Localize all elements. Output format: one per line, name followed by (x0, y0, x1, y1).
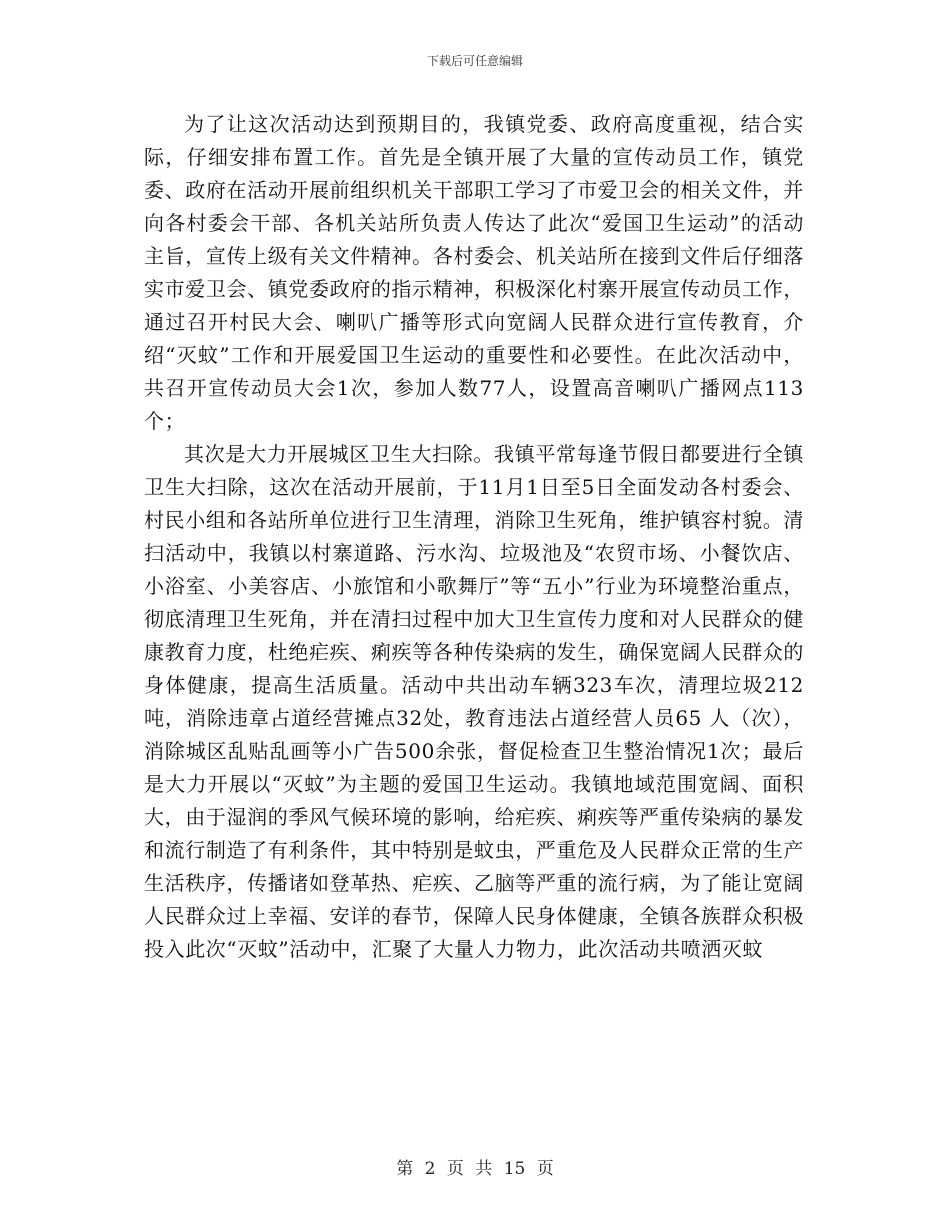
document-body (144, 108, 804, 966)
page-footer (0, 1154, 950, 1179)
paragraph-1: 为了让这次活动达到预期目的，我镇党委、政府高度重视，结合实际，仔细安排布置工作。首先是全镇开展了大量的宣传动员工作，镇党委、政府在活动开展前组织机关干部职工学习了市爱卫会的相关文件，并向各村委会干部、各机关站所负责人传达了此次“爱国卫生运动”的活动主旨，宣传上级有关文件精神。各村委会、机关站所在接到文件后仔细落实市爱卫会、镇党委政府的指示精神，积极深化村寨开展宣传动员工作，通过召开村民大会、喇叭广播等形式向宽阔人民群众进行宣传教育，介绍“灭蚊”工作和开展爱国卫生运动的重要性和必要性。在此次活动中，共召开宣传动员大会1次，参加人数77人，设置高音喇叭广播网点113个； (144, 112, 804, 433)
paragraph-2: 其次是大力开展城区卫生大扫除。我镇平常每逢节假日都要进行全镇卫生大扫除，这次在活动开展前，于11月1日至5日全面发动各村委会、村民小组和各站所单位进行卫生清理，消除卫生死角，维护镇容村貌。清扫活动中，我镇以村寨道路、污水沟、垃圾池及“农贸市场、小餐饮店、小浴室、小美容店、小旅馆和小歌舞厅”等“五小”行业为环境整治重点，彻底清理卫生死角，并在清扫过程中加大卫生宣传力度和对人民群众的健康教育力度，杜绝疟疾、痢疾等各种传染病的发生，确保宽阔人民群众的身体健康，提高生活质量。活动中共出动车辆323车次，清理垃圾212吨，消除违章占道经营摊点32处，教育违法占道经营人员65 人（次），消除城区乱贴乱画等小广告500余张，督促检查卫生整治情况1次；最后是大力开展以“灭蚊”为主题的爱国卫生运动。我镇地域范围宽阔、面积大，由于湿润的季风气候环境的影响，给疟疾、痢疾等严重传染病的暴发和流行制造了有利条件，其中特别是蚊虫，严重危及人民群众正常的生产生活秩序，传播诸如登革热、疟疾、乙脑等严重的流行病，为了能让宽阔人民群众过上幸福、安详的春节，保障人民身体健康，全镇各族群众积极投入此次“灭蚊”活动中，汇聚了大量人力物力，此次活动共喷洒灭蚊 (144, 442, 804, 961)
page-number: 第 2 页 共 15 页 (396, 1159, 554, 1179)
header-text: 下载后可任意编辑 (426, 54, 523, 68)
page-header (0, 52, 950, 69)
